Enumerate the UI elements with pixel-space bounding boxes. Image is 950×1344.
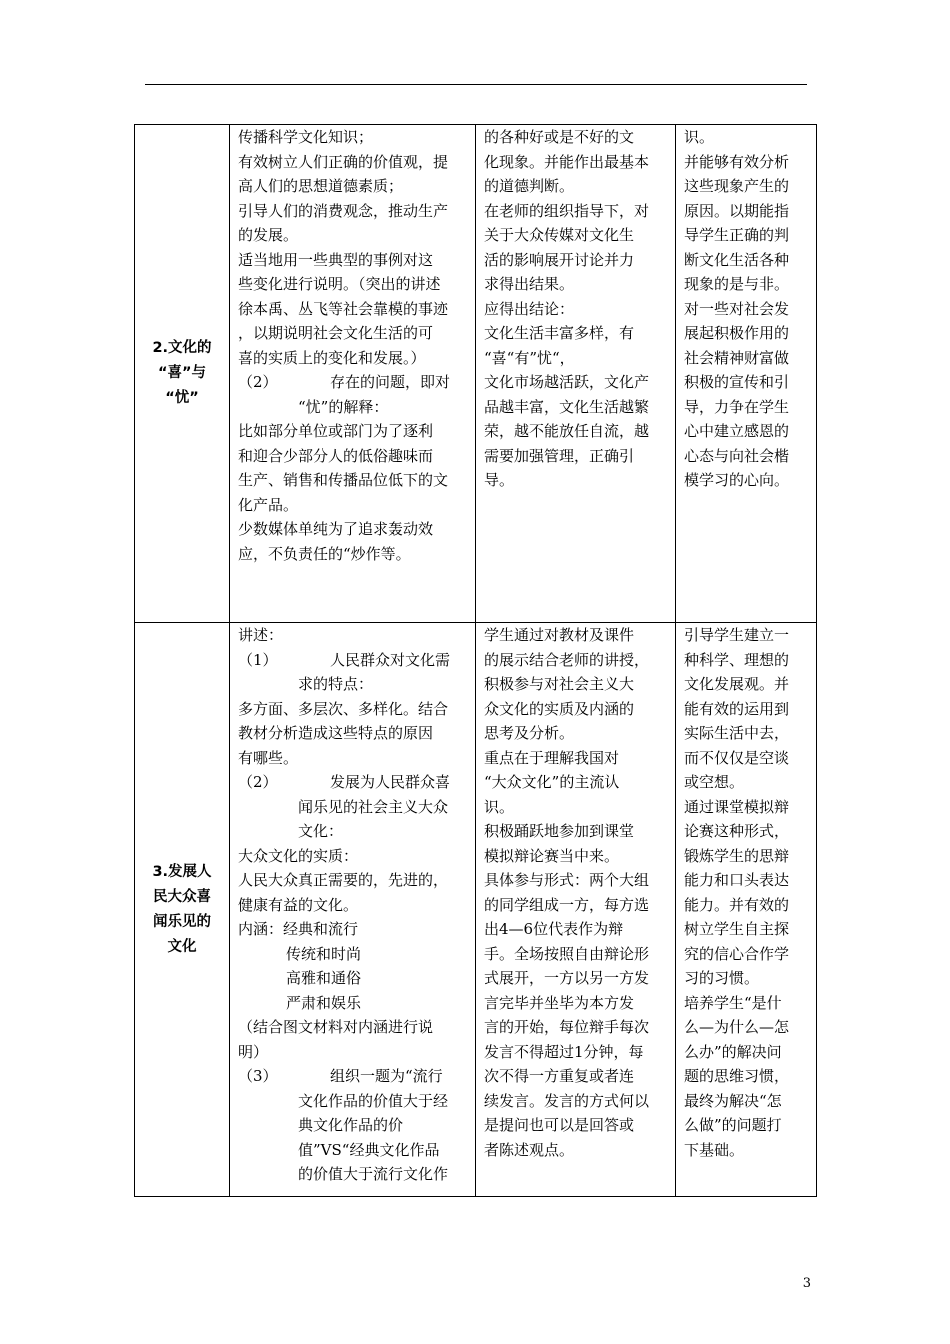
content-text: 引导人们的消费观念，推动生产 <box>238 201 449 220</box>
activity-cell <box>476 125 676 623</box>
intent-line: 最终为解决“怎 <box>684 1091 782 1110</box>
intent-line: 么—为什么—怎 <box>684 1018 790 1036</box>
content-line <box>238 493 469 518</box>
content-text: 少数媒体单纯为了追求轰动效 <box>238 520 434 538</box>
content-text: ，以期说明社会文化生活的可 <box>238 324 434 342</box>
activity-line: 关于大众传媒对文化生 <box>484 226 635 244</box>
activity-line: 众文化的实质及内涵的 <box>484 699 635 718</box>
content-text: 人民群众对文化需 <box>330 650 451 669</box>
activity-line: 识。 <box>484 797 515 816</box>
activity-line: 手。全场按照自由辩论形 <box>484 944 650 963</box>
intent-line: 培养学生“是什 <box>684 993 782 1012</box>
activity-line: 思考及分析。 <box>484 724 575 742</box>
content-line <box>238 297 469 322</box>
content-text: 严肃和娱乐 <box>286 993 362 1012</box>
activity-line: 文化生活丰富多样，有 <box>484 324 635 342</box>
content-line <box>238 248 469 273</box>
content-text: “忧”的解释： <box>298 397 389 416</box>
activity-line: 重点在于理解我国对 <box>484 748 620 767</box>
intent-line: 或空想。 <box>684 773 745 791</box>
intent-line: 能力。并有效的 <box>684 895 790 914</box>
activity-line: “大众文化”的主流认 <box>484 773 620 791</box>
activity-line: 积极踊跃地参加到课堂 <box>484 822 635 840</box>
intent-line: 锻炼学生的思辩 <box>684 846 790 865</box>
content-cell <box>230 125 476 623</box>
intent-line: 能力和口头表达 <box>684 871 790 889</box>
activity-line: 积极参与对社会主义大 <box>484 675 635 693</box>
content-line <box>238 346 469 371</box>
content-line <box>238 223 469 248</box>
activity-cell <box>476 623 676 1197</box>
activity-line: 化现象。并能作出最基本 <box>484 152 650 171</box>
intent-line: 心态与向社会楷 <box>684 446 790 465</box>
activity-line: 言完毕并坐毕为本方发 <box>484 993 635 1012</box>
intent-line: 社会精神财富做 <box>684 348 790 367</box>
intent-line: 下基础。 <box>684 1140 745 1159</box>
item-number: （2） <box>238 773 278 791</box>
topic-line: “忧” <box>165 390 199 406</box>
content-text: 传统和时尚 <box>286 944 362 963</box>
item-number: （1） <box>238 650 278 669</box>
activity-line: 学生通过对教材及课件 <box>484 626 635 644</box>
content-line <box>238 893 469 918</box>
content-text: 存在的问题，即对 <box>330 373 451 391</box>
intent-line: 实际生活中去， <box>684 724 790 742</box>
intent-line: 现象的是与非。 <box>684 275 790 293</box>
topic-line: 2.文化的 <box>152 340 212 356</box>
content-line <box>238 697 469 722</box>
content-text: 和迎合少部分人的低俗趣味而 <box>238 446 434 465</box>
content-text: 明） <box>238 1042 269 1061</box>
content-line <box>238 1040 469 1065</box>
content-line <box>238 1162 469 1187</box>
intent-line: 引导学生建立一 <box>684 626 790 644</box>
activity-line: 的各种好或是不好的文 <box>484 128 635 146</box>
content-text: 喜的实质上的变化和发展。） <box>238 348 426 367</box>
intent-line: 断文化生活各种 <box>684 250 790 269</box>
activity-line: 模拟辩论赛当中来。 <box>484 846 620 865</box>
content-text: 高雅和通俗 <box>286 969 362 987</box>
content-line <box>238 444 469 469</box>
content-text: 求的特点： <box>298 675 374 693</box>
intent-line: 树立学生自主探 <box>684 920 790 938</box>
activity-line: 式展开，一方以另一方发 <box>484 969 650 987</box>
activity-line: 荣，越不能放任自流，越 <box>484 422 650 440</box>
intent-line: 展起积极作用的 <box>684 324 790 342</box>
content-line <box>238 819 469 844</box>
content-line <box>238 991 469 1016</box>
intent-line: 习的习惯。 <box>684 969 760 987</box>
intent-line: 积极的宣传和引 <box>684 373 790 391</box>
intent-line: 对一些对社会发 <box>684 299 790 318</box>
activity-line: 需要加强管理，正确引 <box>484 446 635 465</box>
intent-line: 模学习的心向。 <box>684 471 790 489</box>
content-line <box>238 770 469 795</box>
intent-line: 文化发展观。并 <box>684 675 790 693</box>
content-text: 发展为人民群众喜 <box>330 773 451 791</box>
activity-line: 的展示结合老师的讲授， <box>484 650 650 669</box>
table-row <box>135 623 817 1197</box>
content-line <box>238 844 469 869</box>
intent-line: 并能够有效分析 <box>684 152 790 171</box>
intent-line: 原因。以期能指 <box>684 201 790 220</box>
content-text: 有效树立人们正确的价值观，提 <box>238 152 449 171</box>
intent-line: 种科学、理想的 <box>684 650 790 669</box>
intent-line: 识。 <box>684 128 715 146</box>
content-text: 值”VS“经典文化作品 <box>298 1140 440 1159</box>
content-text: 教材分析造成这些特点的原因 <box>238 724 434 742</box>
intent-line: 论赛这种形式， <box>684 822 790 840</box>
activity-line: 品越丰富，文化生活越繁 <box>484 397 650 416</box>
intent-cell <box>676 125 817 623</box>
content-line <box>238 648 469 673</box>
activity-line: 次不得一方重复或者连 <box>484 1067 635 1085</box>
activity-line: 的道德判断。 <box>484 177 575 195</box>
content-text: 文化作品的价值大于经 <box>298 1091 449 1110</box>
activity-line: 发言不得超过1分钟，每 <box>484 1042 644 1061</box>
content-text: 的发展。 <box>238 226 299 244</box>
content-line <box>238 395 469 420</box>
content-text: 人民大众真正需要的，先进的， <box>238 871 449 889</box>
content-line <box>238 174 469 199</box>
topic-cell <box>135 623 230 1197</box>
content-line <box>238 966 469 991</box>
header-rule <box>145 84 807 85</box>
content-text: 文化： <box>298 822 344 840</box>
content-text: 典文化作品的价 <box>298 1116 404 1134</box>
content-line <box>238 199 469 224</box>
activity-line: 者陈述观点。 <box>484 1140 575 1159</box>
content-text: 徐本禹、丛飞等社会靠模的事迹 <box>238 299 449 318</box>
topic-line: 民大众喜 <box>153 888 211 905</box>
content-line <box>238 746 469 771</box>
content-text: （结合图文材料对内涵进行说 <box>238 1018 434 1036</box>
content-text: 化产品。 <box>238 495 299 514</box>
topic-cell <box>135 125 230 623</box>
intent-cell <box>676 623 817 1197</box>
content-cell <box>230 623 476 1197</box>
page-number: 3 <box>802 1276 811 1291</box>
content-text: 闻乐见的社会主义大众 <box>298 797 449 816</box>
content-line <box>238 272 469 297</box>
topic-line: 闻乐见的 <box>153 913 211 930</box>
content-line <box>238 125 469 150</box>
content-text: 讲述： <box>238 626 284 644</box>
content-line <box>238 672 469 697</box>
activity-line: 具体参与形式：两个大组 <box>484 871 650 889</box>
content-text: 生产、销售和传播品位低下的文 <box>238 471 449 489</box>
intent-line: 么办”的解决问 <box>684 1042 782 1061</box>
activity-line: 是提问也可以是回答或 <box>484 1116 635 1134</box>
activity-line: 续发言。发言的方式何以 <box>484 1091 650 1110</box>
content-text: 内涵：经典和流行 <box>238 920 359 938</box>
table-row <box>135 125 817 623</box>
intent-line: 这些现象产生的 <box>684 177 790 195</box>
content-text: 有哪些。 <box>238 748 299 767</box>
content-line <box>238 1113 469 1138</box>
content-line <box>238 468 469 493</box>
activity-line: 文化市场越活跃，文化产 <box>484 373 650 391</box>
content-text: 应，不负责任的“炒作等。 <box>238 544 411 563</box>
content-text: 高人们的思想道德素质； <box>238 177 404 195</box>
content-line <box>238 1064 469 1089</box>
content-text: 比如部分单位或部门为了逐利 <box>238 422 434 440</box>
activity-line: 应得出结论： <box>484 299 575 318</box>
activity-line: 导。 <box>484 471 515 489</box>
content-text: 大众文化的实质： <box>238 846 359 865</box>
content-line <box>238 1138 469 1163</box>
content-line <box>238 623 469 648</box>
content-line <box>238 419 469 444</box>
content-line <box>238 370 469 395</box>
content-line <box>238 150 469 175</box>
content-text: 多方面、多层次、多样化。结合 <box>238 699 449 718</box>
intent-line: 题的思维习惯， <box>684 1067 790 1085</box>
activity-line: 出4—6位代表作为辩 <box>484 920 624 938</box>
intent-line: 么做”的问题打 <box>684 1116 782 1134</box>
lesson-plan-table <box>134 124 817 1197</box>
activity-line: “喜“有”忧“， <box>484 348 575 367</box>
intent-line: 究的信心合作学 <box>684 944 790 963</box>
content-text: 组织一题为“流行 <box>330 1067 443 1085</box>
content-text: 适当地用一些典型的事例对这 <box>238 250 434 269</box>
intent-line: 导学生正确的判 <box>684 226 790 244</box>
topic-line: 3.发展人 <box>152 863 212 880</box>
content-line <box>238 321 469 346</box>
content-text: 健康有益的文化。 <box>238 895 359 914</box>
activity-line: 在老师的组织指导下，对 <box>484 201 650 220</box>
content-line <box>238 1089 469 1114</box>
content-text: 些变化进行说明。（突出的讲述 <box>238 275 441 293</box>
content-line <box>238 868 469 893</box>
item-number: （3） <box>238 1067 278 1085</box>
content-line <box>238 942 469 967</box>
content-text: 传播科学文化知识； <box>238 128 374 146</box>
intent-line: 通过课堂模拟辩 <box>684 797 790 816</box>
activity-line: 求得出结果。 <box>484 275 575 293</box>
content-line <box>238 917 469 942</box>
topic-line: “喜”与 <box>157 365 207 381</box>
topic-line: 文化 <box>167 938 197 955</box>
content-line <box>238 517 469 542</box>
intent-line: 心中建立感恩的 <box>684 422 790 440</box>
activity-line: 言的开始，每位辩手每次 <box>484 1018 650 1036</box>
content-line <box>238 1015 469 1040</box>
intent-line: 能有效的运用到 <box>684 699 790 718</box>
content-line <box>238 795 469 820</box>
content-line <box>238 721 469 746</box>
item-number: （2） <box>238 373 278 391</box>
content-line <box>238 542 469 567</box>
content-text: 的价值大于流行文化作 <box>298 1165 449 1183</box>
activity-line: 活的影响展开讨论并力 <box>484 250 635 269</box>
intent-line: 而不仅仅是空谈 <box>684 748 790 767</box>
activity-line: 的同学组成一方，每方选 <box>484 895 650 914</box>
intent-line: 导，力争在学生 <box>684 397 790 416</box>
